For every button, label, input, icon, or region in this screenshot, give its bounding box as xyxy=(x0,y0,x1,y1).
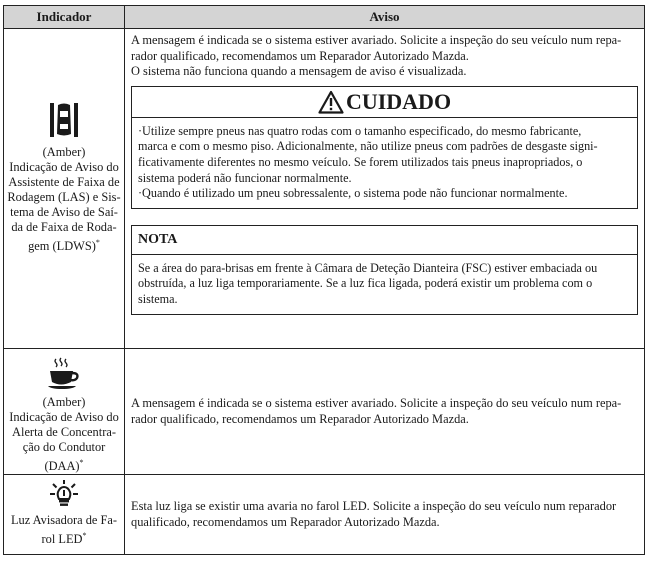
lane-keep-car-icon xyxy=(49,101,79,139)
caution-box xyxy=(131,86,638,209)
warning-indicator-table xyxy=(3,5,645,555)
table-row xyxy=(4,349,645,475)
indicator-name: Indicação de Aviso do Assistente de Faixa de Rodagem (LAS) e Sis- tema de Aviso de Saí- da de Faixa de Roda- gem (LDWS)* xyxy=(7,160,121,254)
header-indicator: Indicador xyxy=(4,6,125,29)
aviso-text: A mensagem é indicada se o sistema estiver avariado. Solicite a inspeção do seu veículo num repa- rador qualificado, recomendamos um Reparador Autorizado Mazda. xyxy=(131,395,622,426)
indicator-color: (Amber) xyxy=(42,395,86,409)
indicator-cell xyxy=(4,349,125,475)
caution-title: CUIDADO xyxy=(345,88,452,114)
led-headlight-icon xyxy=(49,479,79,507)
nota-box xyxy=(131,225,638,315)
caution-body: ·Utilize sempre pneus nas quatro rodas com o tamanho especificado, do mesmo fabricante, marca e com o mesmo piso. Adicionalmente, não utilize pneus com padrões de desgaste signi- ficativamente diferentes no mesmo veículo. Se forem utilizados tais pneus inapropriados, o sistema poderá não funcionar normalmente. ·Quando é utilizado um pneu sobressalente, o sistema pode não funcionar normalmente. xyxy=(138,123,598,201)
caution-header xyxy=(132,87,637,118)
indicator-name: Indicação de Aviso do Alerta de Concentra- ção do Condutor (DAA)* xyxy=(9,410,119,474)
indicator-cell xyxy=(4,475,125,555)
indicator-color: (Amber) xyxy=(42,145,86,159)
table-row xyxy=(4,475,645,555)
aviso-cell xyxy=(125,29,645,349)
aviso-text: A mensagem é indicada se o sistema estiver avariado. Solicite a inspeção do seu veículo num repa- rador qualificado, recomendamos um Reparador Autorizado Mazda. O sistema não funciona quando a mensagem de aviso é visualizada. xyxy=(131,33,622,79)
aviso-cell xyxy=(125,475,645,555)
indicator-cell xyxy=(4,29,125,349)
table-header-row xyxy=(4,6,645,29)
aviso-cell xyxy=(125,349,645,475)
nota-title: NOTA xyxy=(138,231,178,247)
nota-body: Se a área do para-brisas em frente à Câmara de Deteção Dianteira (FSC) estiver embaciada ou obstruída, a luz liga temporariamente. Se a luz fica ligada, poderá existir um problema com o sistema. xyxy=(138,260,598,306)
coffee-cup-icon xyxy=(47,357,81,391)
header-aviso: Aviso xyxy=(125,6,645,29)
indicator-name: Luz Avisadora de Fa- rol LED* xyxy=(10,513,118,547)
table-row xyxy=(4,29,645,349)
aviso-text: Esta luz liga se existir uma avaria no farol LED. Solicite a inspeção do seu veículo num reparador qualificado, recomendamos um Reparador Autorizado Mazda. xyxy=(131,499,617,529)
nota-header xyxy=(132,226,637,255)
warning-triangle-icon xyxy=(318,90,344,114)
